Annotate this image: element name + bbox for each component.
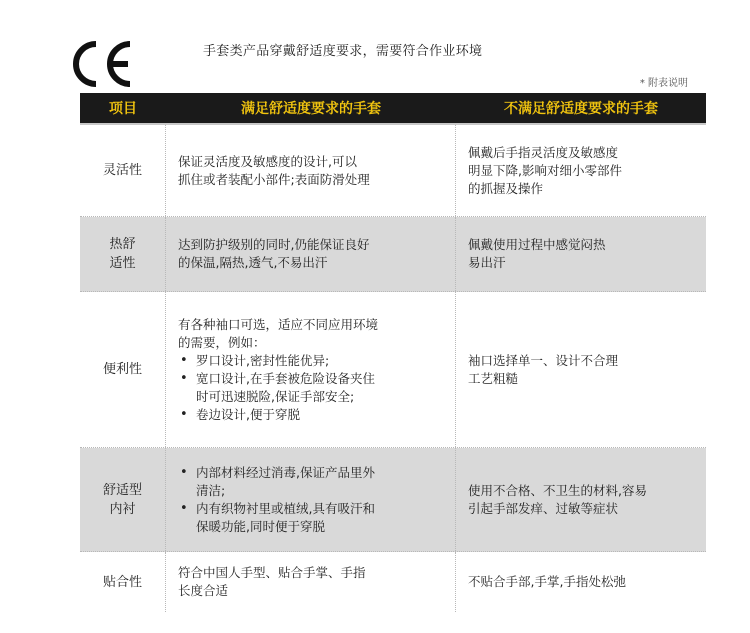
row-label: 便利性 xyxy=(80,292,166,447)
list-item: • 卷边设计,便于穿脱 xyxy=(196,406,378,424)
good-cell: 符合中国人手型、贴合手掌、手指 长度合适 xyxy=(166,552,456,612)
row-label: 热舒 适性 xyxy=(80,217,166,291)
row-label: 贴合性 xyxy=(80,552,166,612)
bad-cell: 不贴合手部,手掌,手指处松弛 xyxy=(468,574,626,589)
table-row-comfort-lining xyxy=(80,448,706,552)
bad-cell: 使用不合格、不卫生的材料,容易 引起手部发痒、过敏等症状 xyxy=(468,482,647,516)
good-cell xyxy=(166,292,456,447)
row-label: 舒适型 内衬 xyxy=(80,448,166,551)
table-row-thermal-comfort xyxy=(80,217,706,292)
ce-mark-logo xyxy=(68,38,136,90)
table-caption-note: * 附表说明 xyxy=(639,78,688,89)
good-cell: 达到防护级别的同时,仍能保证良好 的保温,隔热,透气,不易出汗 xyxy=(166,217,456,291)
bad-cell: 佩戴后手指灵活度及敏感度 明显下降,影响对细小零部件 的抓握及操作 xyxy=(468,144,622,196)
list-item: • 罗口设计,密封性能优异; xyxy=(196,352,378,370)
list-item: • 内有织物衬里或植绒,具有吸汗和 保暖功能,同时便于穿脱 xyxy=(196,500,375,536)
header-item: 项目 xyxy=(109,101,137,117)
table-row-flexibility xyxy=(80,125,706,217)
comparison-table xyxy=(80,93,706,612)
bad-cell: 袖口选择单一、设计不合理 工艺粗糙 xyxy=(468,352,619,386)
good-cell xyxy=(166,448,456,551)
header-bad-gloves: 不满足舒适度要求的手套 xyxy=(504,101,658,117)
header-good-gloves: 满足舒适度要求的手套 xyxy=(241,101,381,117)
intro-note: 手套类产品穿戴舒适度要求，需要符合作业环境 xyxy=(203,44,483,59)
row-label: 灵活性 xyxy=(80,125,166,216)
good-cell: 保证灵活度及敏感度的设计,可以 抓住或者装配小部件;表面防滑处理 xyxy=(166,125,456,216)
good-list xyxy=(178,352,378,424)
table-header xyxy=(80,93,706,125)
table-row-convenience xyxy=(80,292,706,448)
good-intro: 有各种袖口可选，适应不同应用环境 的需要，例如： xyxy=(178,316,379,350)
table-row-fit xyxy=(80,552,706,612)
bad-cell: 佩戴使用过程中感觉闷热 易出汗 xyxy=(468,237,606,270)
good-list xyxy=(178,464,375,536)
list-item: • 宽口设计,在手套被危险设备夹住 时可迅速脱险,保证手部安全; xyxy=(196,370,378,406)
list-item: • 内部材料经过消毒,保证产品里外 清洁; xyxy=(196,464,375,500)
